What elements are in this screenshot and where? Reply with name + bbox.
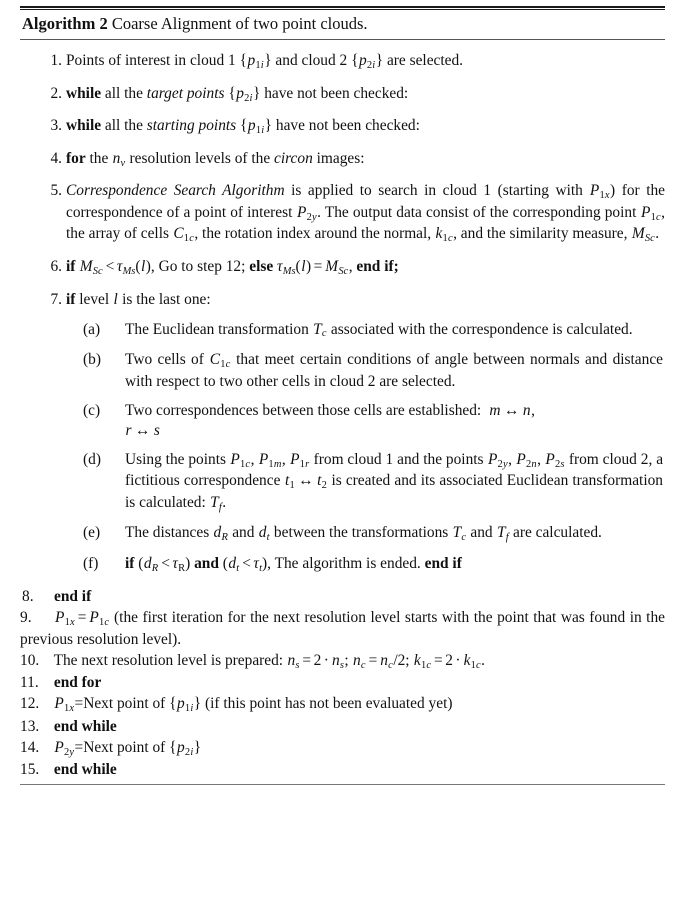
step-text: while all the starting points $\{p_{1i}\}$ have not been checked:	[66, 117, 420, 137]
step-text: Points of interest in cloud 1 $\{p_{1i}\}$ and cloud 2 $\{p_{2i}\}$ are selected.	[66, 52, 464, 72]
bottom-rule	[20, 784, 665, 785]
substep-c	[20, 401, 665, 441]
step-4	[20, 149, 665, 171]
step-text: end for	[53, 674, 102, 692]
step-number: 8.	[22, 588, 34, 606]
substep-number: (e)	[83, 524, 101, 542]
step-6	[20, 257, 665, 279]
step-number: 4.	[50, 149, 62, 167]
step-number: 12.	[20, 695, 40, 713]
step-2	[20, 84, 665, 106]
substep-a	[20, 320, 665, 342]
step-number: 10.	[20, 651, 40, 669]
algorithm-label: Algorithm 2	[22, 14, 108, 33]
algorithm-title: Coarse Alignment of two point clouds.	[111, 14, 368, 33]
top-rule-thick	[20, 6, 665, 8]
substep-number: (d)	[83, 450, 101, 468]
substep-number: (b)	[83, 351, 101, 369]
step-number: 7.	[50, 290, 62, 308]
step-number: 14.	[20, 738, 40, 756]
step-text: if $M_{Sc} < \tau_{Ms}(l)$, Go to step 12; else $\tau_{Ms}(l) = M_{Sc}$, end if;	[66, 257, 399, 277]
step-number: 6.	[50, 257, 62, 275]
step-7	[20, 290, 665, 310]
step-text: $P_{2y}=Next$ point of $\{p_{2i}\}$	[54, 738, 202, 758]
substep-text: The Euclidean transformation $T_c$ associated with the correspondence is calculated.	[125, 320, 633, 340]
algorithm-substeps	[20, 320, 665, 576]
step-10	[20, 651, 665, 673]
step-text: Correspondence Search Algorithm is applied to search in cloud 1 (starting with $P_{1x}$) for the correspondence of a point of interest $P_{2y}$. The output data consist of the corresponding point $P_{1c}$, the array of cells $C_{1c}$, the rotation index around the normal, $k_{1c}$, and the similarity measure, $M_{Sc}$.	[66, 182, 665, 245]
substep-text: Two correspondences between those cells are established: m ↔ n, r ↔ s	[125, 401, 535, 439]
step-11	[20, 673, 665, 693]
substep-text: The distances $d_R$ and $d_t$ between the transformations $T_c$ and $T_f$ are calculated.	[125, 524, 602, 544]
step-3	[20, 116, 665, 138]
algorithm-tail-steps	[20, 587, 665, 780]
step-12	[20, 694, 665, 716]
algorithm-steps	[20, 51, 665, 780]
step-text: $P_{1x}=Next$ point of $\{p_{1i}\}$ (if this point has not been evaluated yet)	[54, 695, 453, 715]
algorithm-block	[20, 0, 665, 785]
step-number: 5.	[50, 182, 62, 200]
step-8	[20, 587, 665, 607]
step-number: 2.	[50, 84, 62, 102]
substep-f	[20, 554, 665, 576]
step-text: end if	[54, 588, 92, 606]
step-number: 9.	[20, 609, 32, 627]
step-9	[20, 608, 665, 650]
step-text: while all the target points $\{p_{2i}\}$ have not been checked:	[66, 84, 409, 104]
step-number: 1.	[50, 52, 62, 70]
substep-number: (c)	[83, 401, 101, 419]
substep-d	[20, 450, 665, 515]
substep-text: if $(d_R < \tau_R)$ and $(d_t < \tau_t)$, The algorithm is ended. end if	[125, 554, 462, 574]
substep-text: Using the points $P_{1c}$, $P_{1m}$, $P_{1r}$ from cloud 1 and the points $P_{2y}$, $P_{2n}$, $P_{2s}$ from cloud 2, a fictitious correspondence $t_1$ ↔ $t_2$ is created and its associated Euclidean transformation is calculated: $T_f$.	[125, 450, 664, 513]
step-text: The next resolution level is prepared: $n_s = 2 \cdot n_s$; $n_c = n_c/2$; $k_{1c} = 2 \cdot k_{1c}$.	[53, 651, 486, 671]
step-1	[20, 51, 665, 73]
step-number: 15.	[20, 761, 40, 779]
substep-number: (f)	[83, 554, 99, 572]
step-text: end while	[53, 717, 117, 735]
step-text: $P_{1x} = P_{1c}$ (the first iteration for the next resolution level starts with the point that was found in the previous resolution level).	[20, 609, 665, 648]
step-number: 11.	[20, 674, 39, 692]
step-number: 3.	[50, 117, 62, 135]
substep-number: (a)	[83, 320, 101, 338]
step-text: if level l is the last one:	[66, 290, 211, 308]
step-13	[20, 717, 665, 737]
step-15	[20, 760, 665, 780]
step-5	[20, 181, 665, 246]
substep-e	[20, 523, 665, 545]
substep-b	[20, 350, 665, 392]
step-text: for the $n_v$ resolution levels of the circon images:	[66, 149, 365, 169]
algorithm-caption	[20, 10, 665, 37]
step-14	[20, 738, 665, 760]
substep-text: Two cells of $C_{1c}$ that meet certain conditions of angle between normals and distance with respect to two other cells in cloud 2 are selected.	[125, 351, 663, 390]
step-text: end while	[53, 761, 117, 779]
step-number: 13.	[20, 717, 40, 735]
caption-rule	[20, 39, 665, 40]
